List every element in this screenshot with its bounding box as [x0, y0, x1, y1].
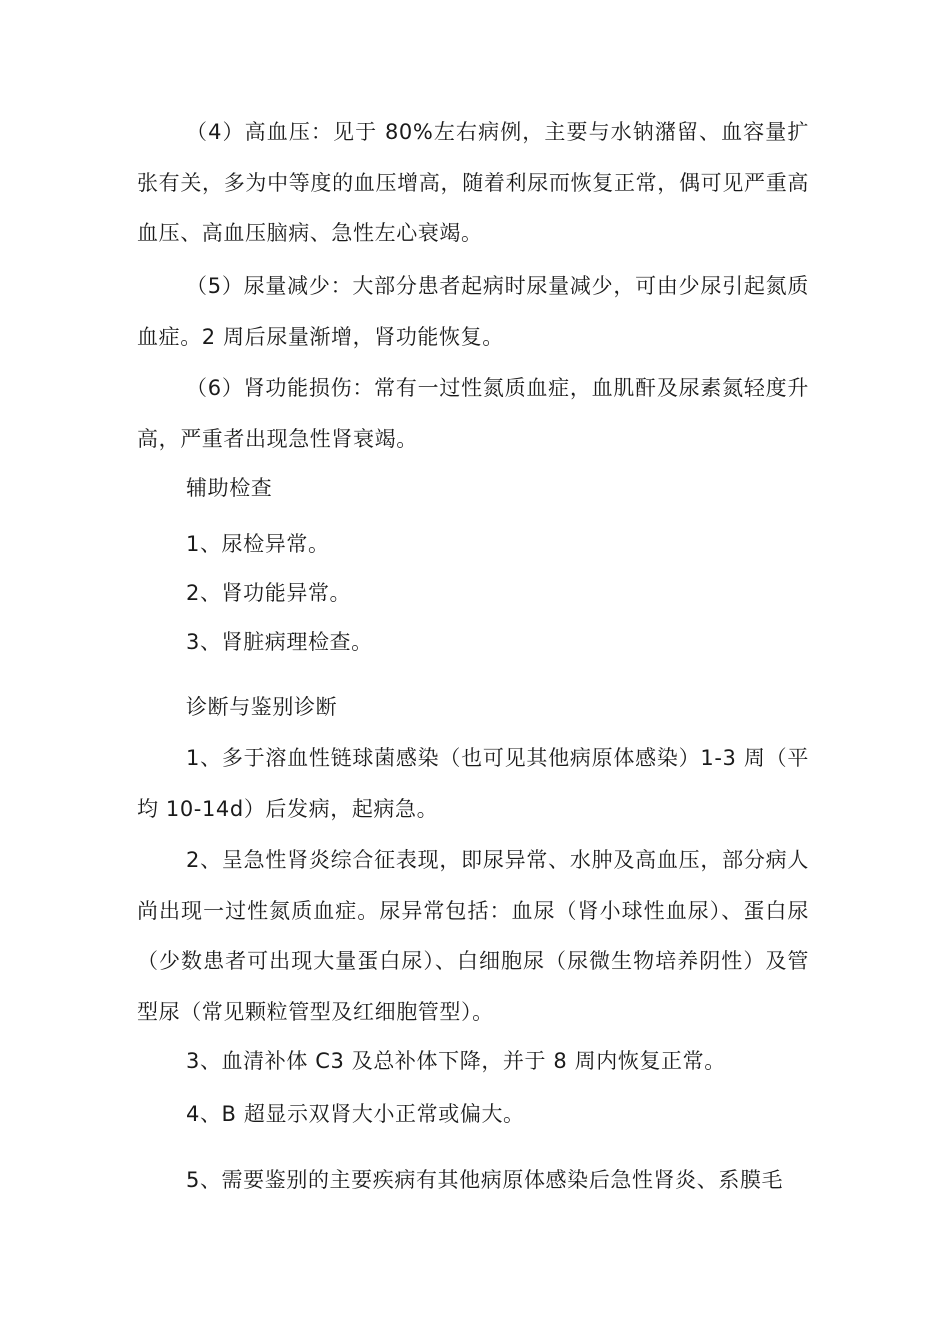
- paragraph-diagnosis-2: 2、呈急性肾炎综合征表现，即尿异常、水肿及高血压，部分病人尚出现一过性氮质血症。尿异常包括：血尿（肾小球性血尿）、蛋白尿（少数患者可出现大量蛋白尿）、白细胞尿（尿微生物培养阴性）及管型尿（常见颗粒管型及红细胞管型）。: [137, 848, 809, 1024]
- paragraph-diagnosis-1: 1、多于溶血性链球菌感染（也可见其他病原体感染）1-3 周（平均 10-14d）后发病，起病急。: [137, 746, 809, 821]
- list-item: 3、肾脏病理检查。: [186, 630, 373, 654]
- list-item: 3、血清补体 C3 及总补体下降，并于 8 周内恢复正常。: [186, 1049, 726, 1073]
- list-item: 2、肾功能异常。: [186, 581, 352, 605]
- list-item: 5、需要鉴别的主要疾病有其他病原体感染后急性肾炎、系膜毛: [186, 1168, 784, 1192]
- section-heading-auxiliary-exams: 辅助检查: [186, 476, 273, 500]
- paragraph-renal-injury: （6）肾功能损伤：常有一过性氮质血症，血肌酐及尿素氮轻度升高，严重者出现急性肾衰竭。: [137, 376, 809, 451]
- list-item: 1、尿检异常。: [186, 532, 330, 556]
- section-heading-diagnosis: 诊断与鉴别诊断: [186, 695, 338, 719]
- paragraph-hypertension: （4）高血压：见于 80%左右病例，主要与水钠潴留、血容量扩张有关，多为中等度的血压增高，随着利尿而恢复正常，偶可见严重高血压、高血压脑病、急性左心衰竭。: [137, 120, 809, 245]
- list-item: 4、B 超显示双肾大小正常或偏大。: [186, 1102, 525, 1126]
- paragraph-oliguria: （5）尿量减少：大部分患者起病时尿量减少，可由少尿引起氮质血症。2 周后尿量渐增，肾功能恢复。: [137, 274, 809, 349]
